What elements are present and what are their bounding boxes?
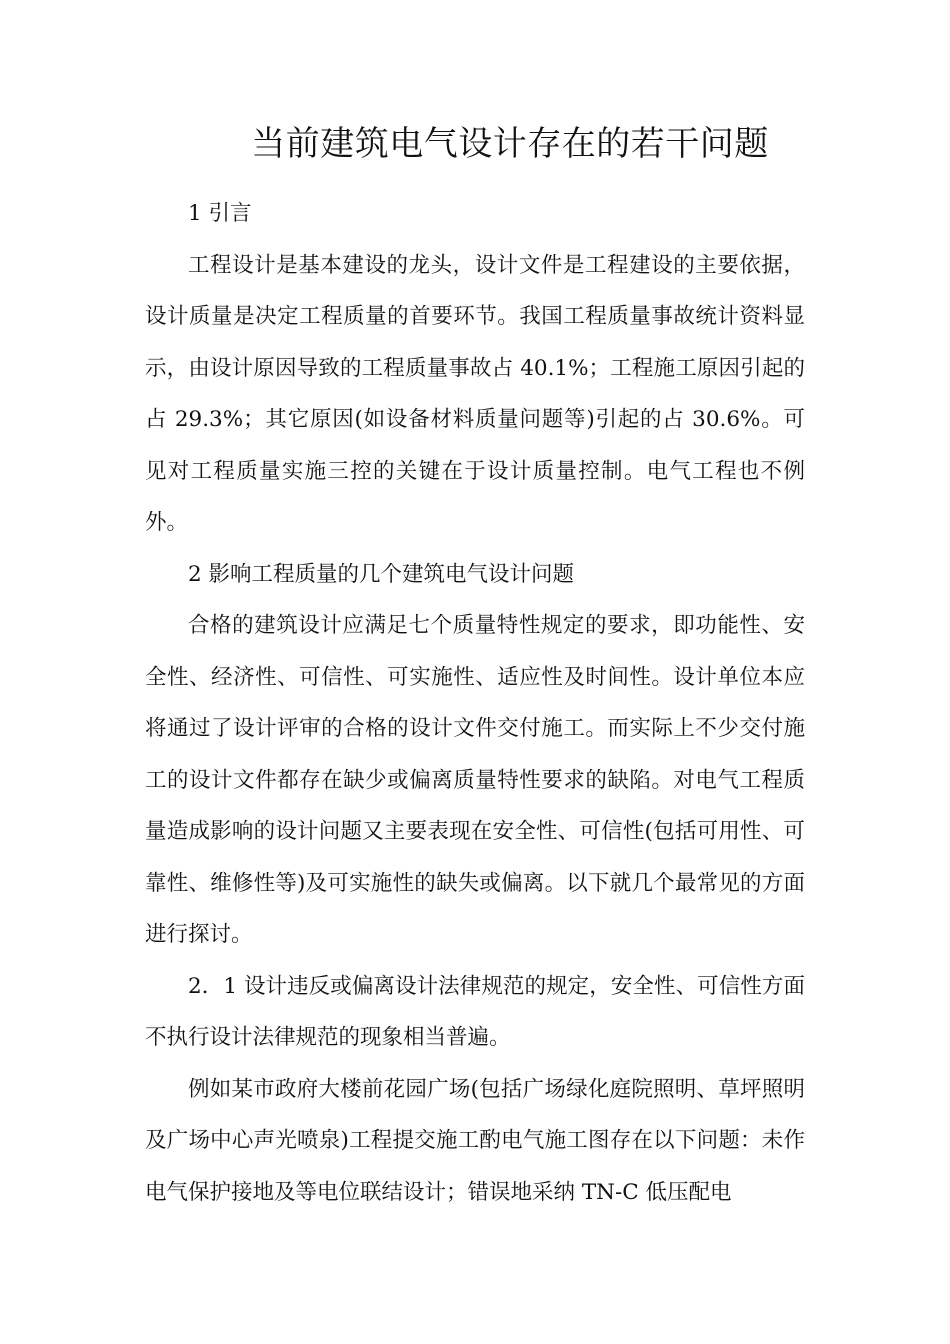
paragraph-section-2-1: 2．1 设计违反或偏离设计法律规范的规定，安全性、可信性方面不执行设计法律规范的现象相当普遍。 bbox=[145, 973, 805, 1050]
document-body bbox=[145, 188, 805, 1218]
paragraph-design-importance: 工程设计是基本建设的龙头，设计文件是工程建设的主要依据，设计质量是决定工程质量的首要环节。我国工程质量事故统计资料显示，由设计原因导致的工程质量事故占 40.1%；工程施工原因引起的占 29.3%；其它原因(如设备材料质量问题等)引起的占 30.6%。可见对工程质量实施三控的关键在于设计质量控制。电气工程也不例外。 bbox=[145, 252, 805, 535]
paragraph-example-plaza: 例如某市政府大楼前花园广场(包括广场绿化庭院照明、草坪照明及广场中心声光喷泉)工程提交施工酌电气施工图存在以下问题：未作电气保护接地及等电位联结设计；错误地采纳 TN-C 低压配电 bbox=[145, 1076, 805, 1205]
section-heading-design-problems: 2 影响工程质量的几个建筑电气设计问题 bbox=[188, 561, 575, 587]
paragraph-quality-characteristics: 合格的建筑设计应满足七个质量特性规定的要求，即功能性、安全性、经济性、可信性、可实施性、适应性及时间性。设计单位本应将通过了设计评审的合格的设计文件交付施工。而实际上不少交付施工的设计文件都存在缺少或偏离质量特性要求的缺陷。对电气工程质量造成影响的设计问题又主要表现在安全性、可信性(包括可用性、可靠性、维修性等)及可实施性的缺失或偏离。以下就几个最常见的方面进行探讨。 bbox=[145, 613, 805, 947]
document-title: 当前建筑电气设计存在的若干问题 bbox=[251, 124, 769, 164]
section-heading-introduction: 1 引言 bbox=[188, 201, 252, 226]
